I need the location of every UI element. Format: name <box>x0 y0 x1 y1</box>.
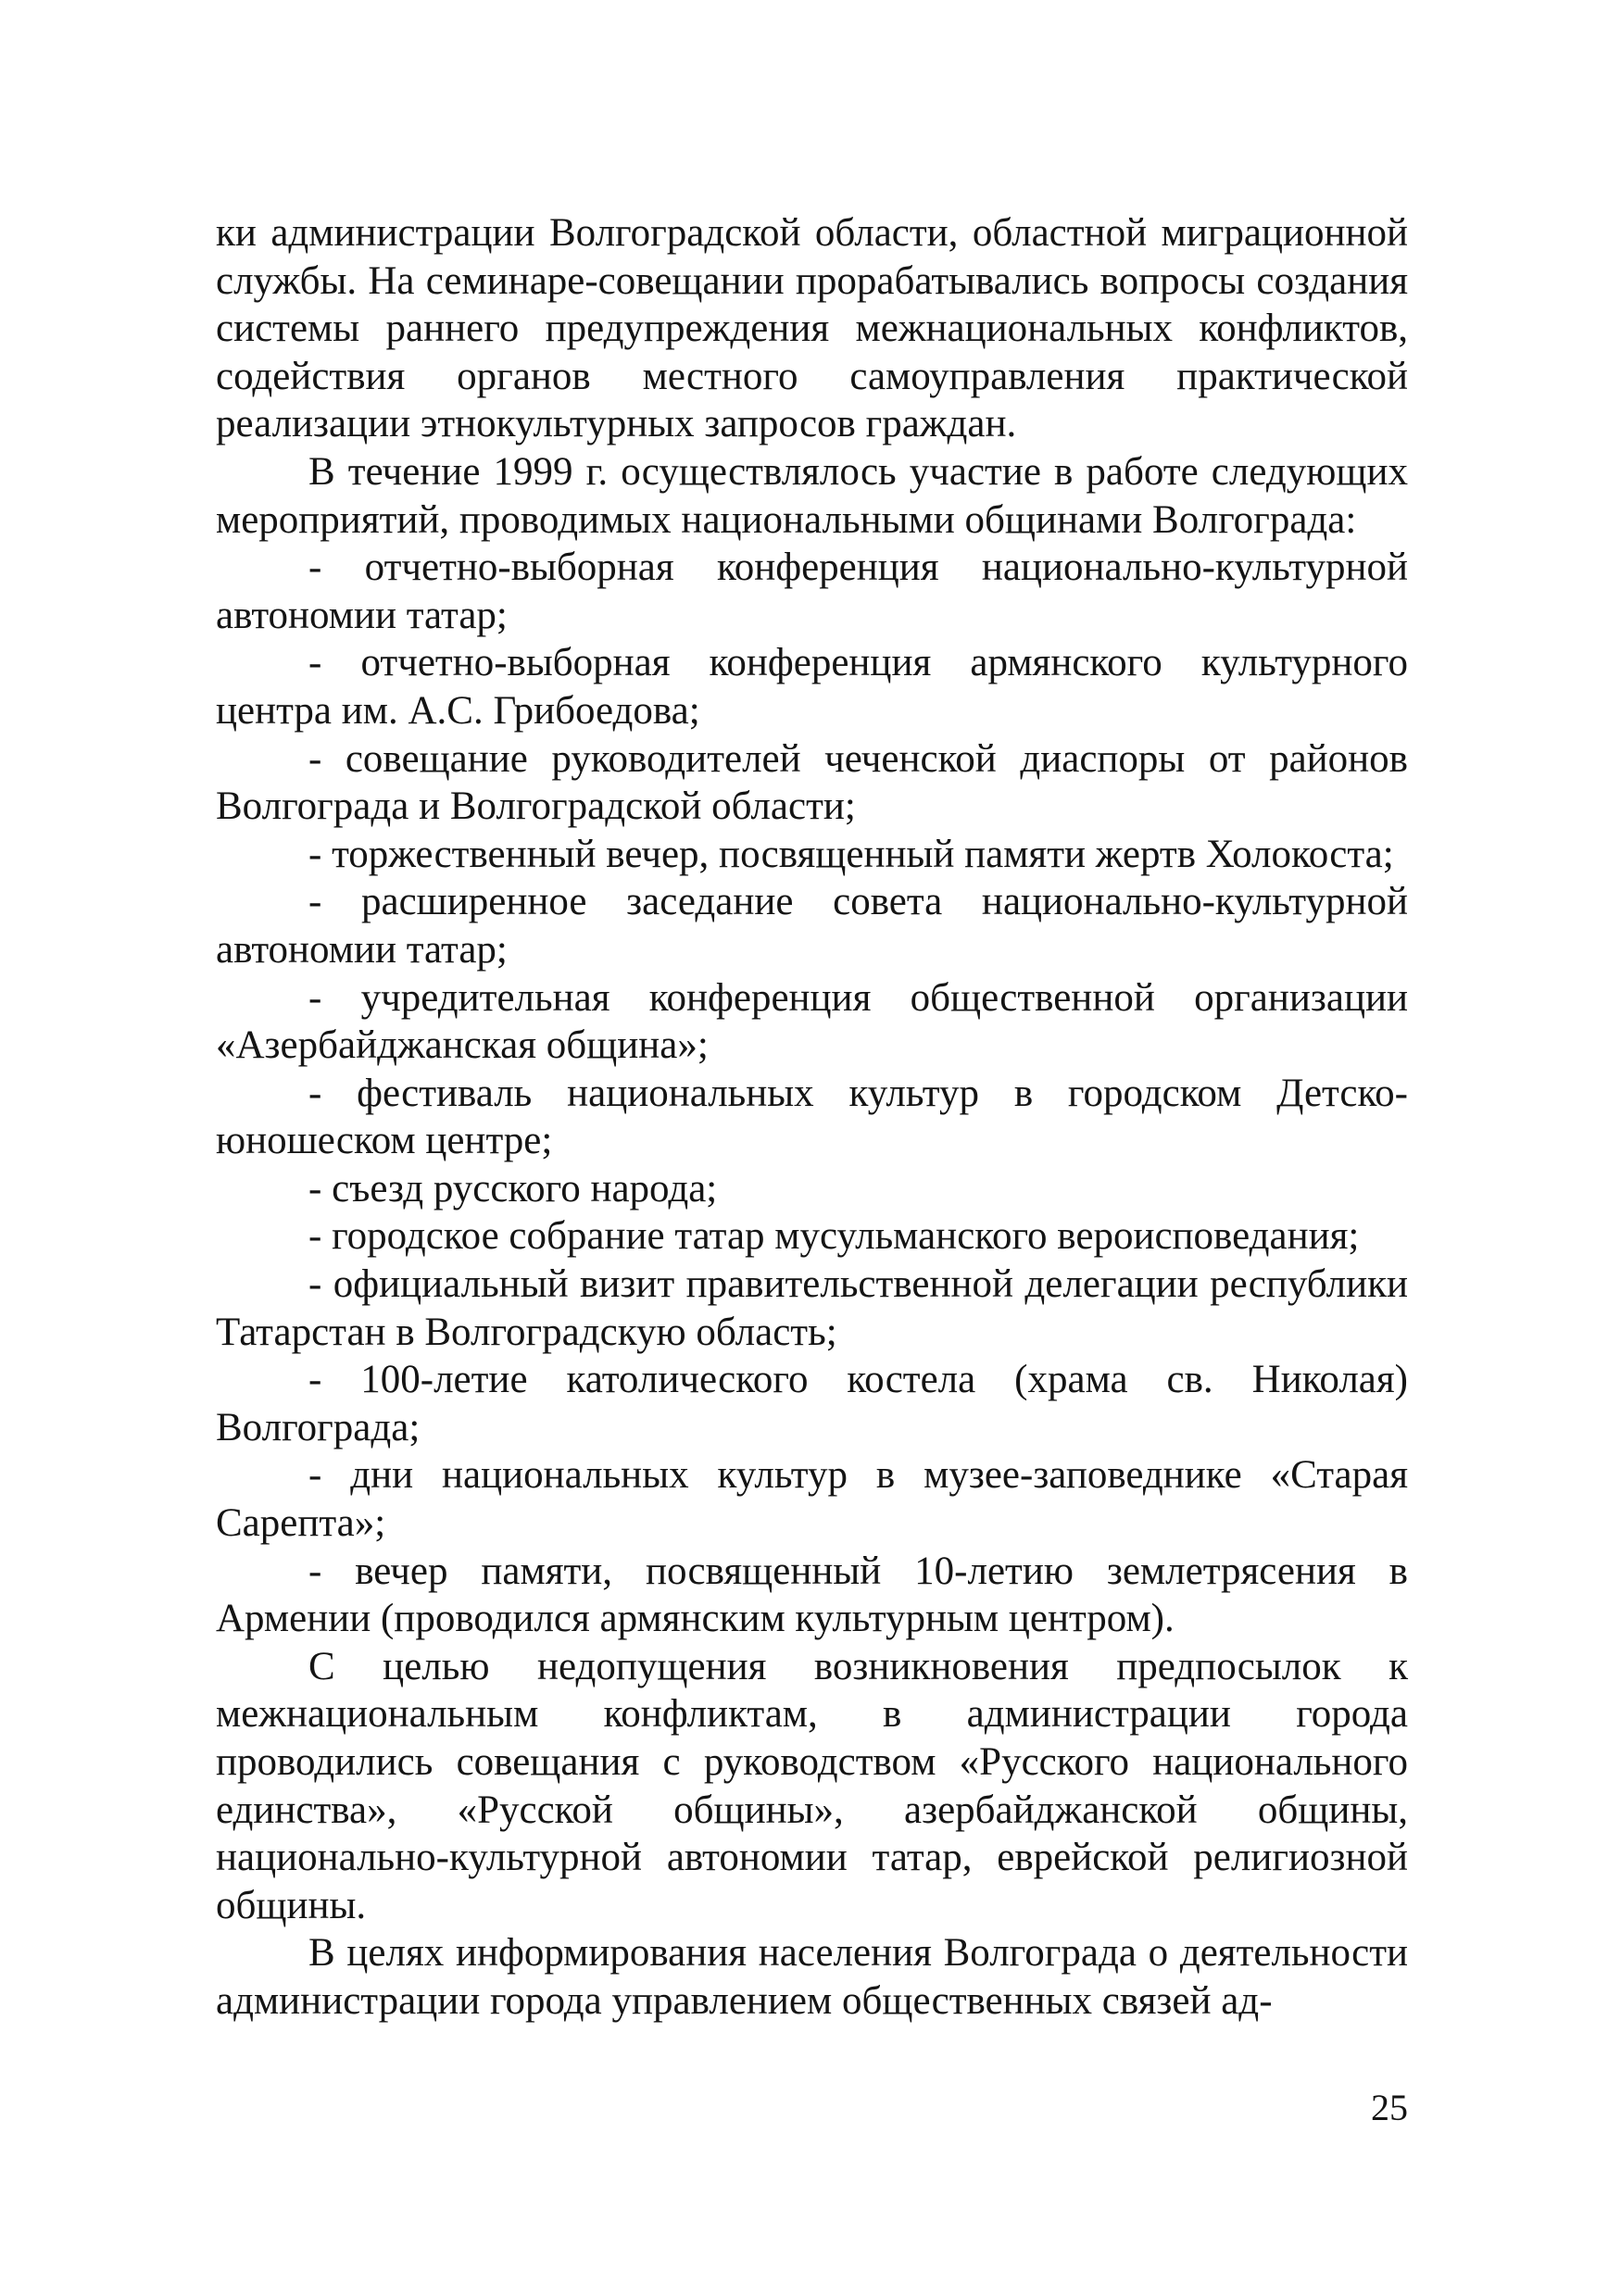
list-item: - съезд русского народа; <box>308 1166 718 1211</box>
list-item: - расширенное заседание совета национально-культурной автономии татар; <box>216 880 1408 972</box>
list-item: - 100-летие католического костела (храма св. Николая) Волгограда; <box>216 1358 1408 1449</box>
paragraph-meetings: С целью недопущения возникновения предпосылок к межнациональным конфликтам, в администрации города проводились совещания с руководством «Русского национального единства», «Русской общины», азербайджанской общины, национально-культурной автономии татар, еврейской религиозной общины. <box>216 1644 1408 1927</box>
list-item: - отчетно-выборная конференция национально-культурной автономии татар; <box>216 546 1408 637</box>
list-item: - совещание руководителей чеченской диаспоры от районов Волгограда и Волгоградской области; <box>216 736 1408 829</box>
paragraph-events-intro: В течение 1999 г. осуществлялось участие в работе следующих мероприятий, проводимых национальными общинами Волгограда: <box>216 449 1408 542</box>
list-item: - городское собрание татар мусульманского вероисповедания; <box>308 1214 1360 1259</box>
list-item: - дни национальных культур в музее-заповеднике «Старая Сарепта»; <box>216 1453 1408 1546</box>
list-item: - отчетно-выборная конференция армянского культурного центра им. А.С. Грибоедова; <box>216 641 1408 733</box>
list-item: - торжественный вечер, посвященный памяти жертв Холокоста; <box>308 832 1394 876</box>
page-number: 25 <box>1371 2087 1408 2128</box>
body-text <box>216 209 1408 2026</box>
list-item: - учредительная конференция общественной организации «Азербайджанская община»; <box>216 975 1408 1068</box>
list-item: - вечер памяти, посвященный 10-летию землетрясения в Армении (проводился армянским культурным центром). <box>216 1549 1408 1641</box>
list-item: - официальный визит правительственной делегации республики Татарстан в Волгоградскую область; <box>216 1262 1408 1354</box>
paragraph-information: В целях информирования населения Волгограда о деятельности администрации города управлением общественных связей ад- <box>216 1931 1408 2023</box>
list-item: - фестиваль национальных культур в городском Детско-юношеском центре; <box>216 1071 1408 1163</box>
paragraph-continuation: ки администрации Волгоградской области, областной миграционной службы. На семинаре-совещании прорабатывались вопросы создания системы раннего предупреждения межнациональных конфликтов, содействия органов местного самоуправления практической реализации этнокультурных запросов граждан. <box>216 211 1408 446</box>
